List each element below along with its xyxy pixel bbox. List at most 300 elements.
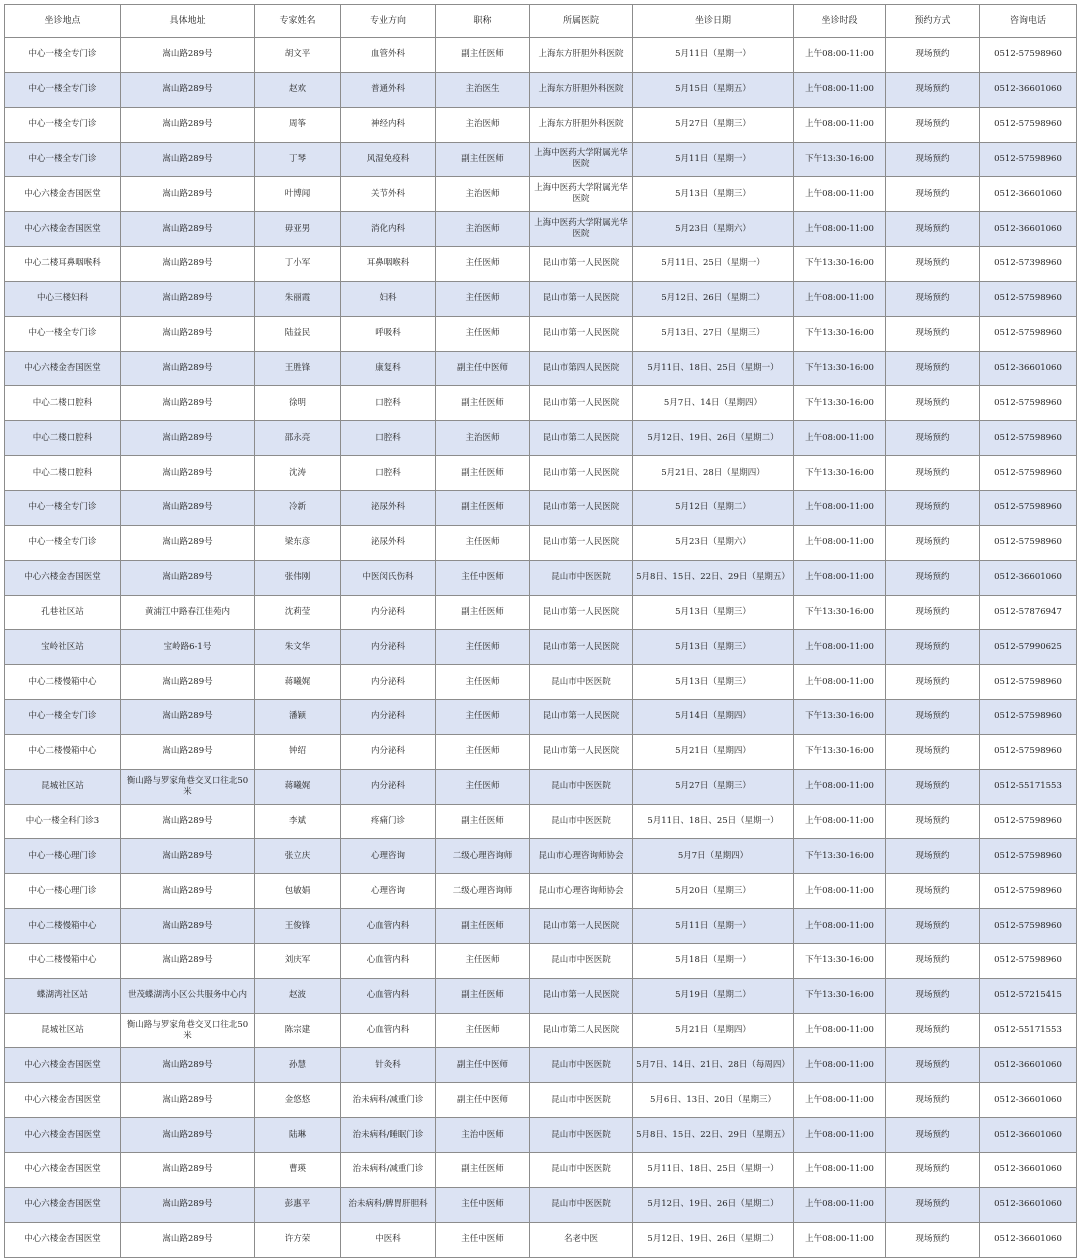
cell-address: 衡山路与罗家角巷交叉口往北50米 (121, 769, 255, 804)
cell-time-slot: 下午13:30-16:00 (794, 247, 886, 282)
cell-title: 主任医师 (436, 734, 530, 769)
cell-booking-method: 现场预约 (886, 456, 980, 491)
cell-date: 5月11日（星期一） (633, 909, 794, 944)
cell-phone: 0512-36601060 (980, 1083, 1077, 1118)
cell-location: 孔巷社区站 (5, 595, 121, 630)
cell-expert-name: 叶博闻 (255, 177, 341, 212)
cell-location: 昆城社区站 (5, 769, 121, 804)
cell-hospital: 昆山市中医医院 (530, 1048, 633, 1083)
cell-title: 副主任医师 (436, 490, 530, 525)
table-row (5, 943, 1077, 978)
table-row (5, 1153, 1077, 1188)
header-expert-name: 专家姓名 (255, 5, 341, 38)
cell-hospital: 上海东方肝胆外科医院 (530, 107, 633, 142)
schedule-sheet (4, 4, 1077, 1258)
cell-location: 中心一楼心理门诊 (5, 839, 121, 874)
cell-date: 5月23日（星期六） (633, 212, 794, 247)
cell-location: 中心一楼全专门诊 (5, 72, 121, 107)
cell-hospital: 昆山市中医医院 (530, 665, 633, 700)
cell-time-slot: 上午08:00-11:00 (794, 281, 886, 316)
cell-specialty: 关节外科 (341, 177, 436, 212)
cell-date: 5月13日（星期三） (633, 630, 794, 665)
cell-specialty: 疼痛门诊 (341, 804, 436, 839)
cell-expert-name: 陆益民 (255, 316, 341, 351)
cell-location: 中心一楼全专门诊 (5, 490, 121, 525)
cell-phone: 0512-57990625 (980, 630, 1077, 665)
cell-phone: 0512-57598960 (980, 421, 1077, 456)
cell-time-slot: 上午08:00-11:00 (794, 630, 886, 665)
cell-address: 嵩山路289号 (121, 421, 255, 456)
cell-address: 宝岭路6-1号 (121, 630, 255, 665)
cell-title: 副主任医师 (436, 909, 530, 944)
cell-location: 中心一楼全专门诊 (5, 38, 121, 73)
cell-time-slot: 上午08:00-11:00 (794, 490, 886, 525)
cell-booking-method: 现场预约 (886, 142, 980, 177)
cell-location: 中心六楼金杏国医堂 (5, 1048, 121, 1083)
cell-location: 中心六楼金杏国医堂 (5, 1222, 121, 1257)
cell-expert-name: 张立庆 (255, 839, 341, 874)
cell-booking-method: 现场预约 (886, 421, 980, 456)
cell-expert-name: 曹瑛 (255, 1153, 341, 1188)
table-row (5, 490, 1077, 525)
table-row (5, 1222, 1077, 1257)
cell-title: 主治医师 (436, 212, 530, 247)
cell-specialty: 内分泌科 (341, 769, 436, 804)
cell-specialty: 心理咨询 (341, 839, 436, 874)
cell-hospital: 昆山市中医医院 (530, 1083, 633, 1118)
cell-phone: 0512-57598960 (980, 142, 1077, 177)
header-location: 坐诊地点 (5, 5, 121, 38)
cell-booking-method: 现场预约 (886, 281, 980, 316)
table-row (5, 700, 1077, 735)
cell-booking-method: 现场预约 (886, 1083, 980, 1118)
cell-title: 副主任医师 (436, 978, 530, 1013)
cell-address: 嵩山路289号 (121, 1187, 255, 1222)
cell-hospital: 昆山市中医医院 (530, 1153, 633, 1188)
cell-title: 主任中医师 (436, 1222, 530, 1257)
cell-specialty: 内分泌科 (341, 595, 436, 630)
cell-hospital: 昆山市第一人民医院 (530, 978, 633, 1013)
cell-time-slot: 上午08:00-11:00 (794, 38, 886, 73)
table-row (5, 839, 1077, 874)
cell-expert-name: 毋亚男 (255, 212, 341, 247)
cell-date: 5月12日、19日、26日（星期二） (633, 421, 794, 456)
cell-time-slot: 下午13:30-16:00 (794, 351, 886, 386)
cell-location: 中心六楼金杏国医堂 (5, 1187, 121, 1222)
cell-address: 嵩山路289号 (121, 1222, 255, 1257)
cell-booking-method: 现场预约 (886, 247, 980, 282)
cell-time-slot: 上午08:00-11:00 (794, 769, 886, 804)
cell-phone: 0512-36601060 (980, 560, 1077, 595)
cell-booking-method: 现场预约 (886, 38, 980, 73)
cell-specialty: 消化内科 (341, 212, 436, 247)
cell-title: 主任中医师 (436, 1187, 530, 1222)
cell-phone: 0512-57598960 (980, 281, 1077, 316)
cell-expert-name: 邵永亮 (255, 421, 341, 456)
cell-hospital: 昆山市第一人民医院 (530, 595, 633, 630)
cell-date: 5月12日、26日（星期二） (633, 281, 794, 316)
cell-expert-name: 周筝 (255, 107, 341, 142)
cell-date: 5月8日、15日、22日、29日（星期五） (633, 560, 794, 595)
cell-location: 中心六楼金杏国医堂 (5, 1083, 121, 1118)
cell-booking-method: 现场预约 (886, 1118, 980, 1153)
cell-phone: 0512-36601060 (980, 72, 1077, 107)
cell-date: 5月11日、18日、25日（星期一） (633, 804, 794, 839)
cell-title: 副主任医师 (436, 386, 530, 421)
cell-specialty: 内分泌科 (341, 734, 436, 769)
cell-location: 中心二楼慢箱中心 (5, 665, 121, 700)
cell-address: 嵩山路289号 (121, 107, 255, 142)
header-time-slot: 坐诊时段 (794, 5, 886, 38)
cell-location: 中心二楼口腔科 (5, 386, 121, 421)
table-body (5, 38, 1077, 1258)
cell-specialty: 心理咨询 (341, 874, 436, 909)
cell-expert-name: 丁小军 (255, 247, 341, 282)
cell-booking-method: 现场预约 (886, 316, 980, 351)
cell-phone: 0512-57598960 (980, 316, 1077, 351)
cell-hospital: 昆山市第一人民医院 (530, 247, 633, 282)
cell-location: 中心六楼金杏国医堂 (5, 1153, 121, 1188)
cell-date: 5月23日（星期六） (633, 525, 794, 560)
cell-address: 嵩山路289号 (121, 839, 255, 874)
cell-specialty: 呼吸科 (341, 316, 436, 351)
cell-specialty: 口腔科 (341, 456, 436, 491)
cell-expert-name: 蒋曦娓 (255, 665, 341, 700)
cell-specialty: 内分泌科 (341, 630, 436, 665)
cell-location: 中心三楼妇科 (5, 281, 121, 316)
cell-hospital: 昆山市第一人民医院 (530, 316, 633, 351)
cell-address: 嵩山路289号 (121, 1048, 255, 1083)
cell-specialty: 心血管内科 (341, 1013, 436, 1048)
cell-location: 昆城社区站 (5, 1013, 121, 1048)
table-row (5, 72, 1077, 107)
cell-title: 副主任中医师 (436, 1083, 530, 1118)
cell-hospital: 昆山市第一人民医院 (530, 386, 633, 421)
cell-date: 5月6日、13日、20日（星期三） (633, 1083, 794, 1118)
cell-address: 嵩山路289号 (121, 456, 255, 491)
cell-time-slot: 上午08:00-11:00 (794, 177, 886, 212)
cell-expert-name: 蒋曦娓 (255, 769, 341, 804)
cell-date: 5月8日、15日、22日、29日（星期五） (633, 1118, 794, 1153)
cell-address: 嵩山路289号 (121, 490, 255, 525)
cell-time-slot: 下午13:30-16:00 (794, 700, 886, 735)
table-row (5, 1187, 1077, 1222)
cell-hospital: 昆山市中医医院 (530, 560, 633, 595)
table-row (5, 421, 1077, 456)
table-row (5, 734, 1077, 769)
cell-date: 5月15日（星期五） (633, 72, 794, 107)
cell-booking-method: 现场预约 (886, 700, 980, 735)
cell-booking-method: 现场预约 (886, 1048, 980, 1083)
expert-schedule-table (4, 4, 1077, 1258)
cell-booking-method: 现场预约 (886, 1013, 980, 1048)
table-row (5, 1048, 1077, 1083)
cell-location: 中心一楼全专门诊 (5, 700, 121, 735)
header-phone: 咨询电话 (980, 5, 1077, 38)
cell-time-slot: 上午08:00-11:00 (794, 1083, 886, 1118)
cell-expert-name: 陈宗建 (255, 1013, 341, 1048)
cell-title: 主治医师 (436, 177, 530, 212)
cell-phone: 0512-36601060 (980, 1048, 1077, 1083)
cell-time-slot: 下午13:30-16:00 (794, 839, 886, 874)
cell-address: 嵩山路289号 (121, 734, 255, 769)
header-date: 坐诊日期 (633, 5, 794, 38)
cell-phone: 0512-57598960 (980, 665, 1077, 700)
cell-title: 副主任医师 (436, 38, 530, 73)
cell-phone: 0512-36601060 (980, 1153, 1077, 1188)
cell-time-slot: 上午08:00-11:00 (794, 1048, 886, 1083)
cell-expert-name: 李斌 (255, 804, 341, 839)
cell-phone: 0512-36601060 (980, 177, 1077, 212)
cell-expert-name: 沈莉莹 (255, 595, 341, 630)
cell-phone: 0512-57598960 (980, 734, 1077, 769)
cell-expert-name: 彭惠平 (255, 1187, 341, 1222)
cell-time-slot: 下午13:30-16:00 (794, 456, 886, 491)
cell-address: 嵩山路289号 (121, 1083, 255, 1118)
cell-time-slot: 上午08:00-11:00 (794, 874, 886, 909)
cell-location: 中心一楼全专门诊 (5, 316, 121, 351)
cell-hospital: 昆山市第一人民医院 (530, 700, 633, 735)
cell-hospital: 上海东方肝胆外科医院 (530, 38, 633, 73)
cell-specialty: 风湿免疫科 (341, 142, 436, 177)
cell-location: 中心六楼金杏国医堂 (5, 560, 121, 595)
cell-phone: 0512-57215415 (980, 978, 1077, 1013)
cell-booking-method: 现场预约 (886, 595, 980, 630)
cell-hospital: 上海中医药大学附属光华医院 (530, 177, 633, 212)
cell-date: 5月19日（星期二） (633, 978, 794, 1013)
cell-title: 副主任医师 (436, 804, 530, 839)
cell-date: 5月13日（星期三） (633, 177, 794, 212)
cell-hospital: 昆山市第一人民医院 (530, 909, 633, 944)
cell-address: 世茂蝶湖湾小区公共服务中心内 (121, 978, 255, 1013)
cell-specialty: 治未病科/减重门诊 (341, 1083, 436, 1118)
cell-specialty: 治未病科/脾胃肝胆科 (341, 1187, 436, 1222)
cell-title: 主任医师 (436, 700, 530, 735)
cell-hospital: 昆山市中医医院 (530, 769, 633, 804)
cell-specialty: 泌尿外科 (341, 525, 436, 560)
cell-address: 嵩山路289号 (121, 351, 255, 386)
table-row (5, 1083, 1077, 1118)
cell-phone: 0512-57598960 (980, 107, 1077, 142)
cell-title: 主任医师 (436, 630, 530, 665)
cell-phone: 0512-36601060 (980, 351, 1077, 386)
cell-expert-name: 刘庆军 (255, 943, 341, 978)
cell-location: 中心一楼心理门诊 (5, 874, 121, 909)
cell-expert-name: 许方荣 (255, 1222, 341, 1257)
cell-phone: 0512-57598960 (980, 525, 1077, 560)
cell-specialty: 妇科 (341, 281, 436, 316)
cell-expert-name: 包敏娟 (255, 874, 341, 909)
cell-expert-name: 朱丽霞 (255, 281, 341, 316)
cell-booking-method: 现场预约 (886, 72, 980, 107)
cell-location: 中心二楼慢箱中心 (5, 943, 121, 978)
cell-booking-method: 现场预约 (886, 804, 980, 839)
cell-address: 嵩山路289号 (121, 1118, 255, 1153)
cell-address: 嵩山路289号 (121, 525, 255, 560)
cell-phone: 0512-57598960 (980, 839, 1077, 874)
cell-phone: 0512-57598960 (980, 909, 1077, 944)
cell-specialty: 治未病科/减重门诊 (341, 1153, 436, 1188)
table-row (5, 769, 1077, 804)
cell-phone: 0512-57598960 (980, 386, 1077, 421)
cell-phone: 0512-57598960 (980, 943, 1077, 978)
cell-address: 嵩山路289号 (121, 177, 255, 212)
cell-location: 中心六楼金杏国医堂 (5, 1118, 121, 1153)
cell-address: 黄浦江中路春江佳苑内 (121, 595, 255, 630)
table-row (5, 142, 1077, 177)
table-row (5, 560, 1077, 595)
table-row (5, 281, 1077, 316)
table-row (5, 456, 1077, 491)
cell-specialty: 中医科 (341, 1222, 436, 1257)
cell-expert-name: 丁琴 (255, 142, 341, 177)
cell-phone: 0512-36601060 (980, 212, 1077, 247)
cell-location: 中心二楼慢箱中心 (5, 734, 121, 769)
cell-specialty: 泌尿外科 (341, 490, 436, 525)
cell-location: 中心六楼金杏国医堂 (5, 177, 121, 212)
header-booking-method: 预约方式 (886, 5, 980, 38)
table-row (5, 804, 1077, 839)
cell-title: 二级心理咨询师 (436, 874, 530, 909)
cell-date: 5月11日、25日（星期一） (633, 247, 794, 282)
cell-time-slot: 上午08:00-11:00 (794, 421, 886, 456)
cell-specialty: 内分泌科 (341, 700, 436, 735)
cell-booking-method: 现场预约 (886, 909, 980, 944)
cell-time-slot: 下午13:30-16:00 (794, 595, 886, 630)
cell-specialty: 血管外科 (341, 38, 436, 73)
cell-specialty: 康复科 (341, 351, 436, 386)
cell-phone: 0512-57598960 (980, 700, 1077, 735)
cell-time-slot: 上午08:00-11:00 (794, 1118, 886, 1153)
cell-expert-name: 朱文华 (255, 630, 341, 665)
table-row (5, 874, 1077, 909)
cell-date: 5月13日、27日（星期三） (633, 316, 794, 351)
cell-time-slot: 下午13:30-16:00 (794, 142, 886, 177)
cell-time-slot: 上午08:00-11:00 (794, 1187, 886, 1222)
cell-title: 副主任中医师 (436, 351, 530, 386)
cell-specialty: 心血管内科 (341, 909, 436, 944)
cell-date: 5月13日（星期三） (633, 595, 794, 630)
cell-date: 5月12日（星期二） (633, 490, 794, 525)
cell-booking-method: 现场预约 (886, 978, 980, 1013)
cell-time-slot: 下午13:30-16:00 (794, 734, 886, 769)
cell-time-slot: 下午13:30-16:00 (794, 316, 886, 351)
cell-title: 主任医师 (436, 525, 530, 560)
cell-phone: 0512-57598960 (980, 456, 1077, 491)
cell-booking-method: 现场预约 (886, 107, 980, 142)
cell-hospital: 名老中医 (530, 1222, 633, 1257)
cell-expert-name: 沈涛 (255, 456, 341, 491)
cell-hospital: 昆山市第二人民医院 (530, 421, 633, 456)
cell-hospital: 昆山市第一人民医院 (530, 525, 633, 560)
cell-expert-name: 王俊锋 (255, 909, 341, 944)
cell-hospital: 上海中医药大学附属光华医院 (530, 142, 633, 177)
cell-title: 二级心理咨询师 (436, 839, 530, 874)
cell-hospital: 上海东方肝胆外科医院 (530, 72, 633, 107)
cell-booking-method: 现场预约 (886, 1222, 980, 1257)
cell-booking-method: 现场预约 (886, 386, 980, 421)
cell-expert-name: 冷新 (255, 490, 341, 525)
cell-location: 中心二楼口腔科 (5, 456, 121, 491)
cell-booking-method: 现场预约 (886, 943, 980, 978)
cell-address: 嵩山路289号 (121, 804, 255, 839)
cell-time-slot: 上午08:00-11:00 (794, 1013, 886, 1048)
cell-phone: 0512-36601060 (980, 1187, 1077, 1222)
cell-specialty: 口腔科 (341, 421, 436, 456)
cell-address: 嵩山路289号 (121, 943, 255, 978)
cell-title: 副主任医师 (436, 1153, 530, 1188)
cell-specialty: 耳鼻咽喉科 (341, 247, 436, 282)
cell-specialty: 口腔科 (341, 386, 436, 421)
cell-date: 5月27日（星期三） (633, 107, 794, 142)
cell-specialty: 普通外科 (341, 72, 436, 107)
table-row (5, 630, 1077, 665)
cell-expert-name: 陆琳 (255, 1118, 341, 1153)
cell-time-slot: 下午13:30-16:00 (794, 978, 886, 1013)
cell-location: 中心二楼口腔科 (5, 421, 121, 456)
cell-specialty: 心血管内科 (341, 943, 436, 978)
cell-booking-method: 现场预约 (886, 874, 980, 909)
cell-address: 嵩山路289号 (121, 909, 255, 944)
cell-title: 副主任医师 (436, 142, 530, 177)
cell-phone: 0512-36601060 (980, 1222, 1077, 1257)
header-specialty: 专业方向 (341, 5, 436, 38)
cell-address: 嵩山路289号 (121, 247, 255, 282)
cell-hospital: 昆山市第一人民医院 (530, 281, 633, 316)
cell-phone: 0512-57598960 (980, 874, 1077, 909)
cell-time-slot: 上午08:00-11:00 (794, 1222, 886, 1257)
cell-specialty: 内分泌科 (341, 665, 436, 700)
table-row (5, 909, 1077, 944)
cell-location: 宝岭社区站 (5, 630, 121, 665)
cell-booking-method: 现场预约 (886, 490, 980, 525)
cell-booking-method: 现场预约 (886, 560, 980, 595)
cell-title: 主任医师 (436, 665, 530, 700)
cell-location: 中心二楼耳鼻咽喉科 (5, 247, 121, 282)
cell-address: 嵩山路289号 (121, 560, 255, 595)
cell-time-slot: 上午08:00-11:00 (794, 72, 886, 107)
cell-address: 衡山路与罗家角巷交叉口往北50米 (121, 1013, 255, 1048)
cell-time-slot: 下午13:30-16:00 (794, 386, 886, 421)
cell-location: 中心一楼全科门诊3 (5, 804, 121, 839)
cell-date: 5月11日（星期一） (633, 38, 794, 73)
table-row (5, 595, 1077, 630)
cell-title: 主治医生 (436, 72, 530, 107)
cell-time-slot: 上午08:00-11:00 (794, 909, 886, 944)
table-row (5, 525, 1077, 560)
cell-phone: 0512-57398960 (980, 247, 1077, 282)
cell-date: 5月12日、19日、26日（星期二） (633, 1222, 794, 1257)
cell-address: 嵩山路289号 (121, 316, 255, 351)
cell-date: 5月7日（星期四） (633, 839, 794, 874)
cell-date: 5月21日、28日（星期四） (633, 456, 794, 491)
cell-expert-name: 王胜锋 (255, 351, 341, 386)
cell-expert-name: 金悠悠 (255, 1083, 341, 1118)
header-hospital: 所属医院 (530, 5, 633, 38)
cell-title: 主治医师 (436, 107, 530, 142)
cell-address: 嵩山路289号 (121, 1153, 255, 1188)
cell-date: 5月21日（星期四） (633, 734, 794, 769)
cell-phone: 0512-57598960 (980, 490, 1077, 525)
cell-booking-method: 现场预约 (886, 630, 980, 665)
cell-location: 中心二楼慢箱中心 (5, 909, 121, 944)
cell-specialty: 中医闵氏伤科 (341, 560, 436, 595)
table-row (5, 212, 1077, 247)
cell-location: 中心一楼全专门诊 (5, 142, 121, 177)
cell-expert-name: 潘颖 (255, 700, 341, 735)
cell-phone: 0512-55171553 (980, 769, 1077, 804)
cell-expert-name: 张伟刚 (255, 560, 341, 595)
